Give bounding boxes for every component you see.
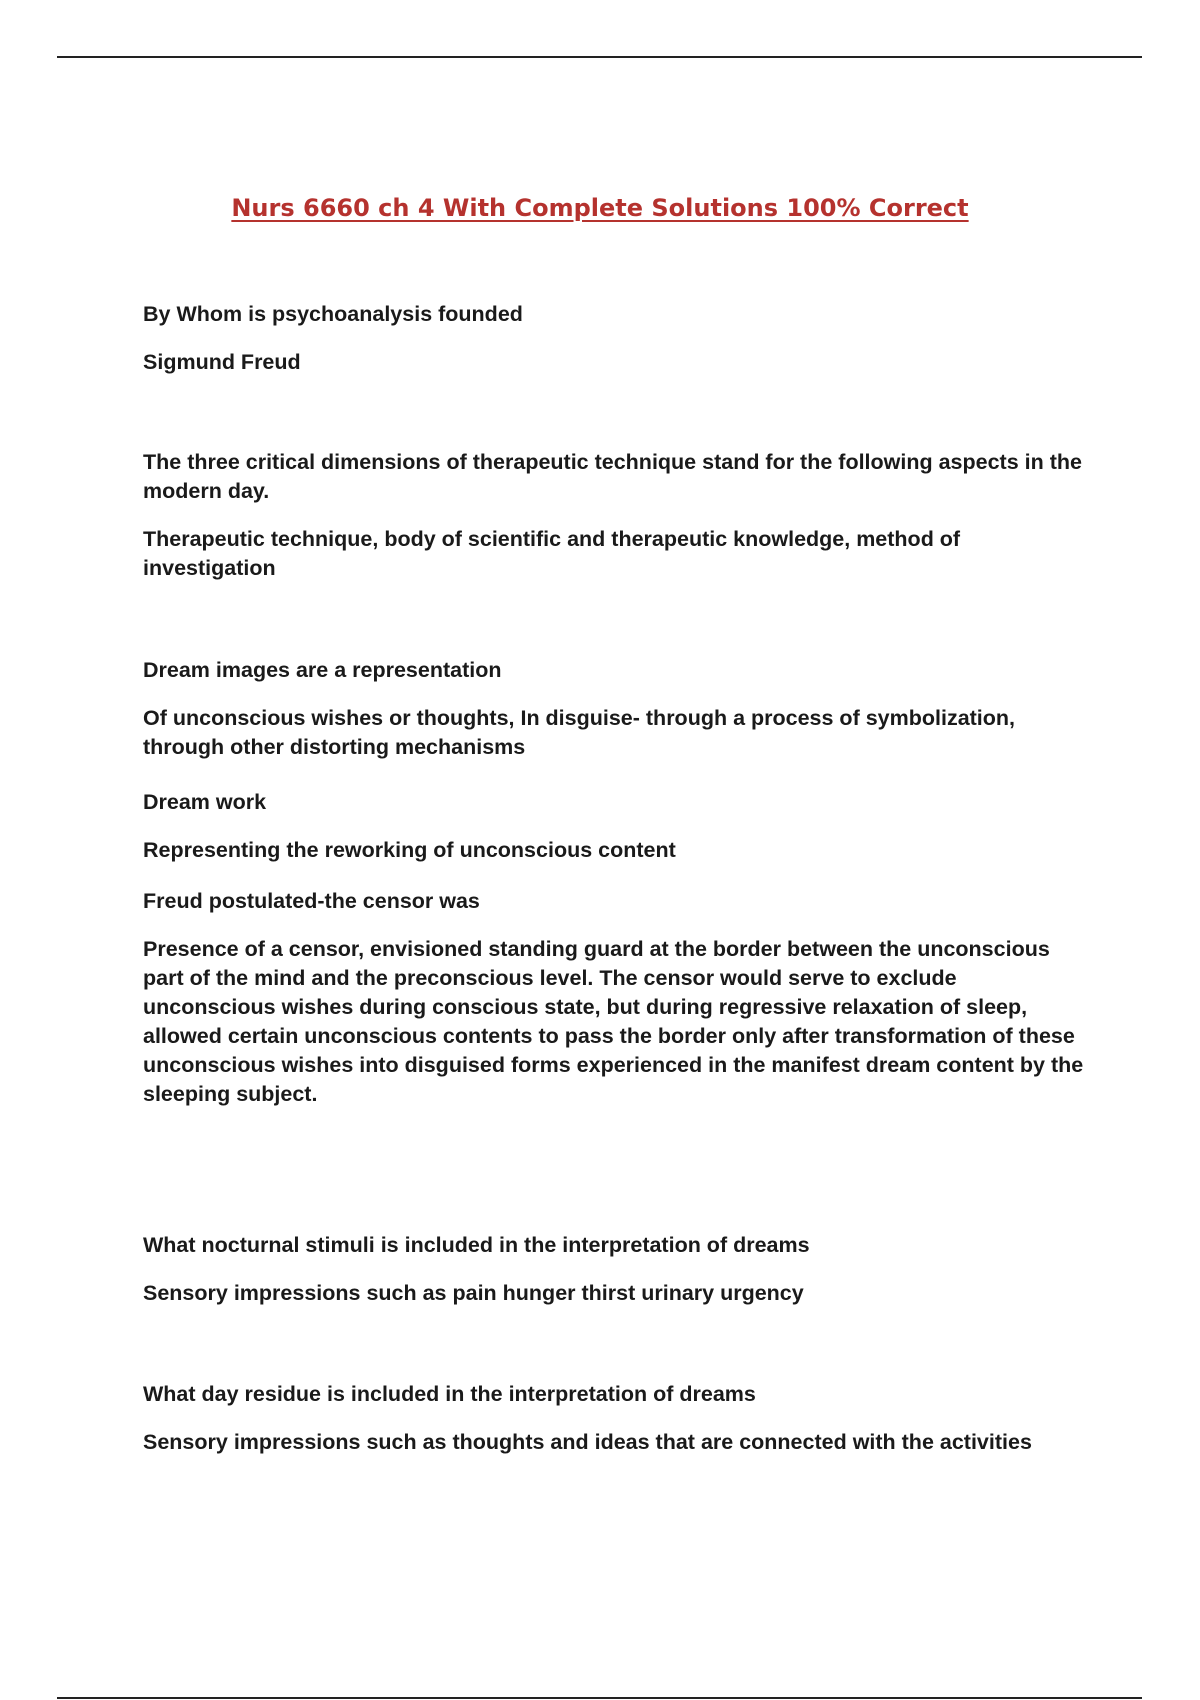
answer-text: Representing the reworking of unconscious content	[143, 838, 676, 862]
qa-entry-2	[143, 448, 1093, 583]
question-text: Dream work	[143, 790, 267, 814]
qa-entry-7	[143, 1380, 1093, 1457]
question-text: By Whom is psychoanalysis founded	[143, 302, 523, 326]
qa-entry-3	[143, 656, 1093, 762]
question-text: What nocturnal stimuli is included in the interpretation of dreams	[143, 1233, 810, 1257]
qa-entry-1	[143, 300, 523, 377]
qa-entry-6	[143, 1231, 1093, 1308]
question-text: The three critical dimensions of therapeutic technique stand for the following aspects in the modern day.	[143, 450, 1082, 503]
bottom-rule	[57, 1697, 1142, 1699]
answer-text: Sensory impressions such as thoughts and ideas that are connected with the activities	[143, 1430, 1032, 1454]
qa-entry-5	[143, 887, 1093, 1109]
answer-text: Presence of a censor, envisioned standing guard at the border between the unconscious part of the mind and the preconscious level. The censor would serve to exclude unconscious wishes during conscious state, but during regressive relaxation of sleep, allowed certain unconscious contents to pass the border only after transformation of these unconscious wishes into disguised forms experienced in the manifest dream content by the sleeping subject.	[143, 937, 1084, 1106]
answer-text: Sensory impressions such as pain hunger thirst urinary urgency	[143, 1281, 804, 1305]
question-text: Dream images are a representation	[143, 658, 502, 682]
question-text: What day residue is included in the interpretation of dreams	[143, 1382, 756, 1406]
qa-entry-4	[143, 788, 1093, 865]
answer-text: Therapeutic technique, body of scientific and therapeutic knowledge, method of investigation	[143, 527, 961, 580]
answer-text: Of unconscious wishes or thoughts, In disguise- through a process of symbolization, through other distorting mechanisms	[143, 706, 1016, 759]
question-text: Freud postulated-the censor was	[143, 889, 480, 913]
answer-text: Sigmund Freud	[143, 350, 301, 374]
document-title: Nurs 6660 ch 4 With Complete Solutions 100% Correct	[231, 194, 969, 222]
top-rule	[57, 56, 1142, 58]
